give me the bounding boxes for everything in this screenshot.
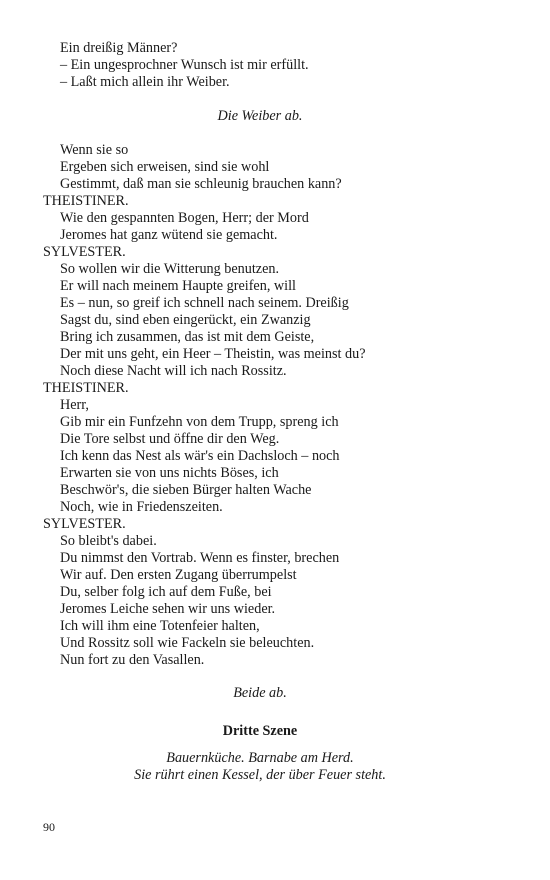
verse-line: Sagst du, sind eben eingerückt, ein Zwanzig <box>60 312 311 328</box>
stage-direction: Die Weiber ab. <box>217 108 303 124</box>
speaker-name: SYLVESTER. <box>43 516 126 532</box>
verse-line: Du nimmst den Vortrab. Wenn es finster, brechen <box>60 550 340 566</box>
speaker-name: SYLVESTER. <box>43 244 126 260</box>
verse-line: Wenn sie so <box>60 142 129 158</box>
verse-line: Herr, <box>60 397 89 413</box>
verse-line: So bleibt's dabei. <box>60 533 157 549</box>
verse-line: Ich will ihm eine Totenfeier halten, <box>60 618 260 634</box>
verse-line: Beschwör's, die sieben Bürger halten Wache <box>60 482 312 498</box>
verse-line: Die Tore selbst und öffne dir den Weg. <box>60 431 280 447</box>
verse-line: – Ein ungesprochner Wunsch ist mir erfüllt. <box>60 57 309 73</box>
verse-line: Noch diese Nacht will ich nach Rossitz. <box>60 363 287 379</box>
verse-line: Ich kenn das Nest als wär's ein Dachsloch – noch <box>60 448 340 464</box>
verse-line: Ergeben sich erweisen, sind sie wohl <box>60 159 270 175</box>
verse-line: Du, selber folg ich auf dem Fuße, bei <box>60 584 272 600</box>
speaker-name: THEISTINER. <box>43 380 129 396</box>
verse-line: Gib mir ein Funfzehn von dem Trupp, spreng ich <box>60 414 339 430</box>
verse-line: Wir auf. Den ersten Zugang überrumpelst <box>60 567 297 583</box>
verse-line: So wollen wir die Witterung benutzen. <box>60 261 280 277</box>
stage-direction: Beide ab. <box>233 685 287 701</box>
verse-line: Ein dreißig Männer? <box>60 40 178 56</box>
scene-stage-direction: Bauernküche. Barnabe am Herd. <box>166 750 354 766</box>
scene-heading: Dritte Szene <box>222 723 298 739</box>
verse-line: Er will nach meinem Haupte greifen, will <box>60 278 296 294</box>
verse-line: Gestimmt, daß man sie schleunig brauchen kann? <box>60 176 342 192</box>
verse-line: Erwarten sie von uns nichts Böses, ich <box>60 465 279 481</box>
verse-line: Es – nun, so greif ich schnell nach seinem. Dreißig <box>60 295 349 311</box>
verse-line: Jeromes Leiche sehen wir uns wieder. <box>60 601 276 617</box>
page-number: 90 <box>43 820 55 834</box>
verse-line: Der mit uns geht, ein Heer – Theistin, was meinst du? <box>60 346 366 362</box>
verse-line: Und Rossitz soll wie Fackeln sie beleuchten. <box>60 635 315 651</box>
verse-line: Wie den gespannten Bogen, Herr; der Mord <box>60 210 309 226</box>
verse-line: Noch, wie in Friedenszeiten. <box>60 499 223 515</box>
verse-line: Nun fort zu den Vasallen. <box>60 652 205 668</box>
verse-line: – Laßt mich allein ihr Weiber. <box>60 74 230 90</box>
scene-stage-direction: Sie rührt einen Kessel, der über Feuer steht. <box>134 767 386 783</box>
speaker-name: THEISTINER. <box>43 193 129 209</box>
verse-line: Bring ich zusammen, das ist mit dem Geiste, <box>60 329 315 345</box>
verse-line: Jeromes hat ganz wütend sie gemacht. <box>60 227 278 243</box>
